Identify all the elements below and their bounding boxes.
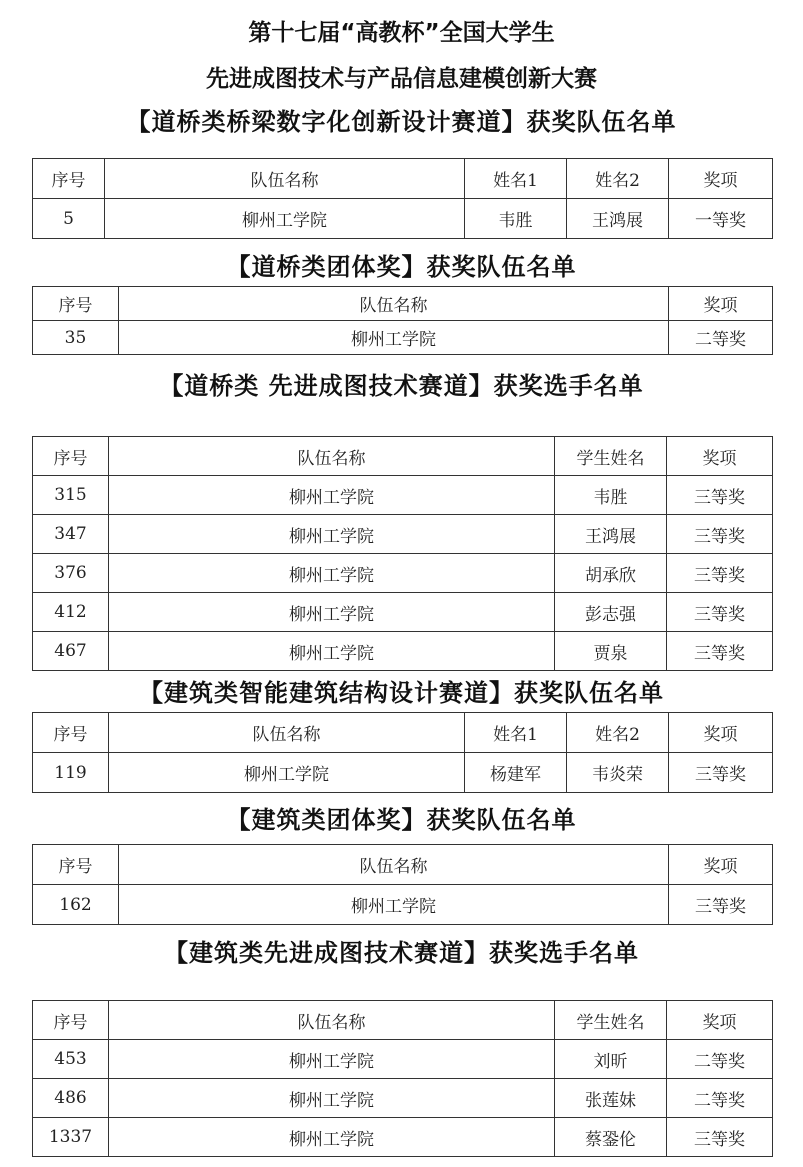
cell-index: 453: [33, 1040, 109, 1079]
table-bridge-team-award: [32, 286, 773, 355]
cell-student: 刘昕: [555, 1040, 667, 1079]
table-row: [33, 199, 773, 239]
table-header-row: [33, 845, 773, 885]
cell-team: 柳州工学院: [119, 885, 669, 925]
column-header: 队伍名称: [109, 1001, 555, 1040]
section-title-bridge-digital-design: 【道桥类桥梁数字化创新设计赛道】获奖队伍名单: [126, 108, 677, 136]
cell-award: 三等奖: [667, 593, 773, 632]
table-row: [33, 593, 773, 632]
table-row: [33, 1079, 773, 1118]
cell-award: 一等奖: [669, 199, 773, 239]
table-header-row: [33, 287, 773, 321]
table-row: [33, 1118, 773, 1157]
column-header: 姓名1: [465, 713, 567, 753]
column-header: 奖项: [669, 287, 773, 321]
column-header: 奖项: [669, 713, 773, 753]
column-header: 队伍名称: [119, 845, 669, 885]
cell-team: 柳州工学院: [109, 753, 465, 793]
cell-award: 三等奖: [667, 515, 773, 554]
table-header-row: [33, 1001, 773, 1040]
document-title-line2: 先进成图技术与产品信息建模创新大赛: [206, 66, 597, 92]
column-header: 奖项: [667, 1001, 773, 1040]
cell-index: 412: [33, 593, 109, 632]
table-row: [33, 515, 773, 554]
table-row: [33, 753, 773, 793]
column-header: 序号: [33, 287, 119, 321]
cell-index: 119: [33, 753, 109, 793]
table-bridge-drawing-tech: [32, 436, 773, 671]
cell-index: 162: [33, 885, 119, 925]
table-architecture-structure-design: [32, 712, 773, 793]
cell-student: 贾泉: [555, 632, 667, 671]
column-header: 序号: [33, 845, 119, 885]
cell-team: 柳州工学院: [109, 1040, 555, 1079]
cell-student: 韦胜: [555, 476, 667, 515]
cell-name1: 杨建军: [465, 753, 567, 793]
cell-team: 柳州工学院: [109, 515, 555, 554]
cell-team: 柳州工学院: [105, 199, 465, 239]
cell-award: 二等奖: [667, 1040, 773, 1079]
cell-name2: 王鸿展: [567, 199, 669, 239]
cell-award: 二等奖: [669, 321, 773, 355]
cell-award: 三等奖: [667, 554, 773, 593]
section-title-architecture-drawing-tech: 【建筑类先进成图技术赛道】获奖选手名单: [164, 939, 639, 967]
table-row: [33, 885, 773, 925]
table-row: [33, 554, 773, 593]
section-title-architecture-team-award: 【建筑类团体奖】获奖队伍名单: [226, 806, 577, 834]
cell-name1: 韦胜: [465, 199, 567, 239]
column-header: 姓名1: [465, 159, 567, 199]
cell-index: 35: [33, 321, 119, 355]
table-architecture-drawing-tech: [32, 1000, 773, 1157]
table-row: [33, 321, 773, 355]
cell-award: 三等奖: [667, 476, 773, 515]
cell-index: 5: [33, 199, 105, 239]
cell-team: 柳州工学院: [109, 1079, 555, 1118]
column-header: 序号: [33, 159, 105, 199]
cell-award: 三等奖: [667, 632, 773, 671]
cell-index: 376: [33, 554, 109, 593]
table-header-row: [33, 437, 773, 476]
cell-index: 1337: [33, 1118, 109, 1157]
cell-student: 蔡銎伦: [555, 1118, 667, 1157]
table-row: [33, 476, 773, 515]
column-header: 奖项: [667, 437, 773, 476]
document-title-line1: 第十七届“高教杯”全国大学生: [248, 20, 555, 46]
cell-award: 三等奖: [669, 885, 773, 925]
cell-student: 张莲妹: [555, 1079, 667, 1118]
table-bridge-digital-design: [32, 158, 773, 239]
table-architecture-team-award: [32, 844, 773, 925]
column-header: 队伍名称: [109, 437, 555, 476]
column-header: 队伍名称: [105, 159, 465, 199]
column-header: 奖项: [669, 845, 773, 885]
column-header: 队伍名称: [109, 713, 465, 753]
cell-award: 三等奖: [667, 1118, 773, 1157]
cell-student: 王鸿展: [555, 515, 667, 554]
cell-team: 柳州工学院: [109, 593, 555, 632]
column-header: 姓名2: [567, 159, 669, 199]
cell-team: 柳州工学院: [109, 554, 555, 593]
section-title-architecture-structure-design: 【建筑类智能建筑结构设计赛道】获奖队伍名单: [139, 679, 664, 707]
column-header: 序号: [33, 437, 109, 476]
table-header-row: [33, 159, 773, 199]
cell-award: 三等奖: [669, 753, 773, 793]
column-header: 奖项: [669, 159, 773, 199]
cell-index: 315: [33, 476, 109, 515]
cell-team: 柳州工学院: [119, 321, 669, 355]
cell-student: 彭志强: [555, 593, 667, 632]
column-header: 队伍名称: [119, 287, 669, 321]
cell-student: 胡承欣: [555, 554, 667, 593]
column-header: 序号: [33, 713, 109, 753]
column-header: 学生姓名: [555, 1001, 667, 1040]
cell-team: 柳州工学院: [109, 632, 555, 671]
column-header: 学生姓名: [555, 437, 667, 476]
cell-team: 柳州工学院: [109, 476, 555, 515]
cell-name2: 韦炎荣: [567, 753, 669, 793]
table-header-row: [33, 713, 773, 753]
column-header: 序号: [33, 1001, 109, 1040]
column-header: 姓名2: [567, 713, 669, 753]
cell-team: 柳州工学院: [109, 1118, 555, 1157]
section-title-bridge-team-award: 【道桥类团体奖】获奖队伍名单: [226, 253, 577, 281]
cell-index: 347: [33, 515, 109, 554]
section-title-bridge-drawing-tech: 【道桥类 先进成图技术赛道】获奖选手名单: [159, 372, 644, 400]
cell-index: 486: [33, 1079, 109, 1118]
cell-award: 二等奖: [667, 1079, 773, 1118]
table-row: [33, 632, 773, 671]
cell-index: 467: [33, 632, 109, 671]
table-row: [33, 1040, 773, 1079]
